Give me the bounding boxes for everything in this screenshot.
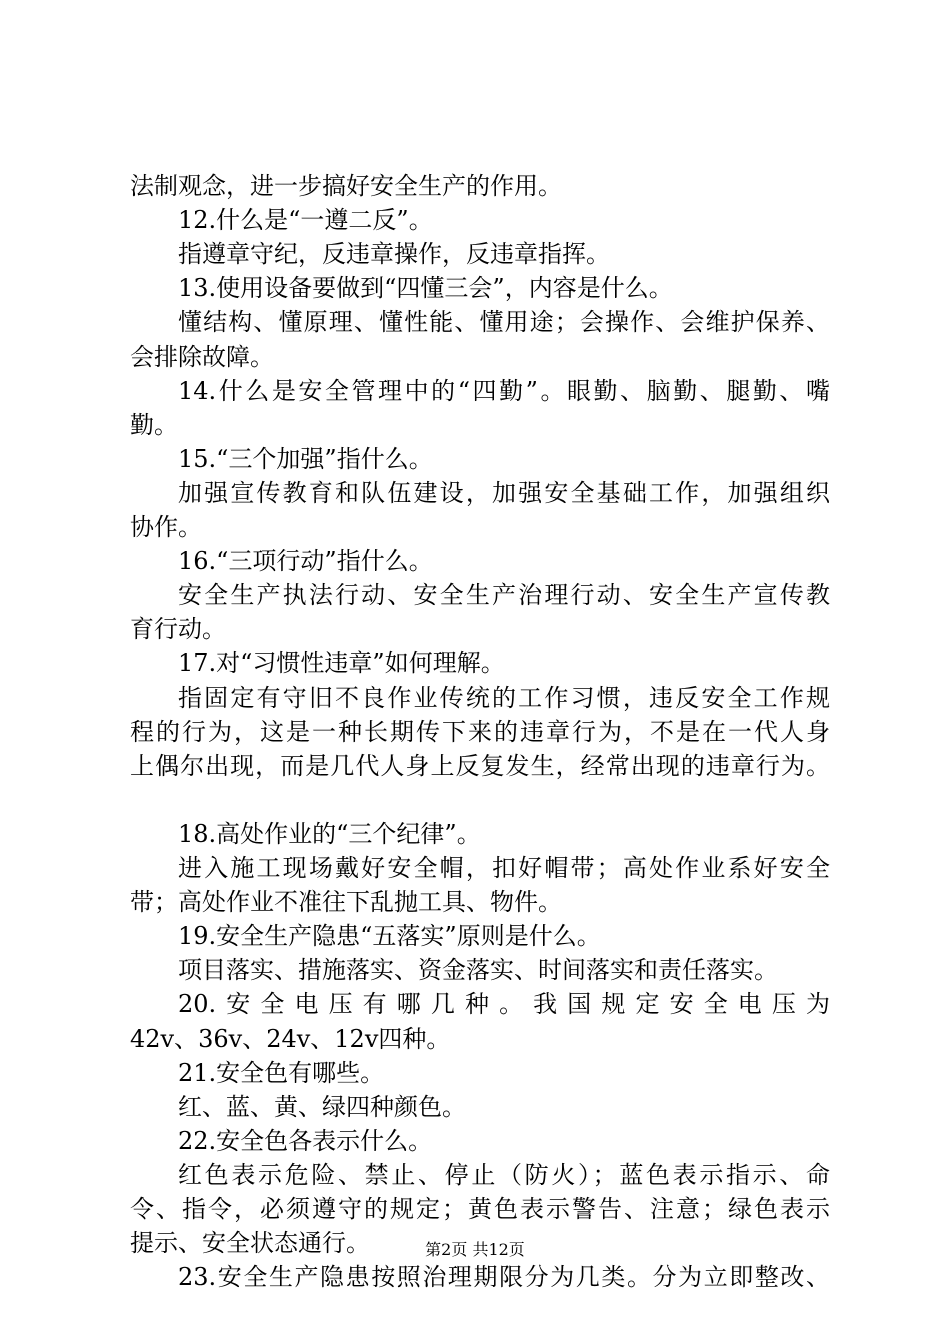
text-line: 项目落实、措施落实、资金落实、时间落实和责任落实。: [178, 956, 778, 984]
text-line: 22.安全色各表示什么。: [178, 1127, 433, 1155]
text-line: 程的行为，这是一种长期传下来的违章行为，不是在一代人身: [130, 718, 830, 746]
text-line: 12.什么是“一遵二反”。: [178, 206, 433, 234]
text-line: 加强宣传教育和队伍建设，加强安全基础工作，加强组织: [178, 479, 830, 507]
text-line: 18.高处作业的“三个纪律”。: [178, 820, 481, 848]
text-line: 红色表示危险、禁止、停止（防火）；蓝色表示指示、命: [178, 1161, 830, 1189]
text-line: 令、指令，必须遵守的规定；黄色表示警告、注意；绿色表示: [130, 1195, 830, 1223]
page-footer: 第2页 共12页: [425, 1240, 525, 1259]
text-line: 上偶尔出现，而是几代人身上反复发生，经常出现的违章行为。: [130, 752, 830, 780]
text-line: 17.对“习惯性违章”如何理解。: [178, 649, 505, 677]
text-line: 勤。: [130, 411, 178, 439]
text-line: 42v、36v、24v、12v四种。: [130, 1025, 451, 1053]
text-line: 进入施工现场戴好安全帽，扣好帽带；高处作业系好安全: [178, 854, 830, 882]
text-line: 20.安全电压有哪几种。我国规定安全电压为: [178, 990, 830, 1018]
text-line: 红、蓝、黄、绿四种颜色。: [178, 1093, 466, 1121]
text-line: 法制观念，进一步搞好安全生产的作用。: [130, 172, 562, 200]
text-line: 提示、安全状态通行。: [130, 1229, 370, 1257]
blank-line: [130, 784, 830, 816]
text-line: 14.什么是安全管理中的“四勤”。眼勤、脑勤、腿勤、嘴: [178, 377, 830, 405]
text-line: 13.使用设备要做到“四懂三会”，内容是什么。: [178, 274, 673, 302]
text-line: 指固定有守旧不良作业传统的工作习惯，违反安全工作规: [178, 684, 830, 712]
text-line: 23.安全生产隐患按照治理期限分为几类。分为立即整改、: [178, 1263, 830, 1291]
text-line: 安全生产执法行动、安全生产治理行动、安全生产宣传教: [178, 581, 830, 609]
text-line: 育行动。: [130, 615, 226, 643]
text-line: 协作。: [130, 513, 202, 541]
text-line: 懂结构、懂原理、懂性能、懂用途；会操作、会维护保养、: [178, 308, 830, 336]
text-line: 19.安全生产隐患“五落实”原则是什么。: [178, 922, 601, 950]
text-line: 15.“三个加强”指什么。: [178, 445, 433, 473]
text-line: 16.“三项行动”指什么。: [178, 547, 433, 575]
text-line: 带；高处作业不准往下乱抛工具、物件。: [130, 888, 562, 916]
text-line: 会排除故障。: [130, 343, 274, 371]
text-line: 指遵章守纪，反违章操作，反违章指挥。: [178, 240, 610, 268]
text-line: 21.安全色有哪些。: [178, 1059, 385, 1087]
